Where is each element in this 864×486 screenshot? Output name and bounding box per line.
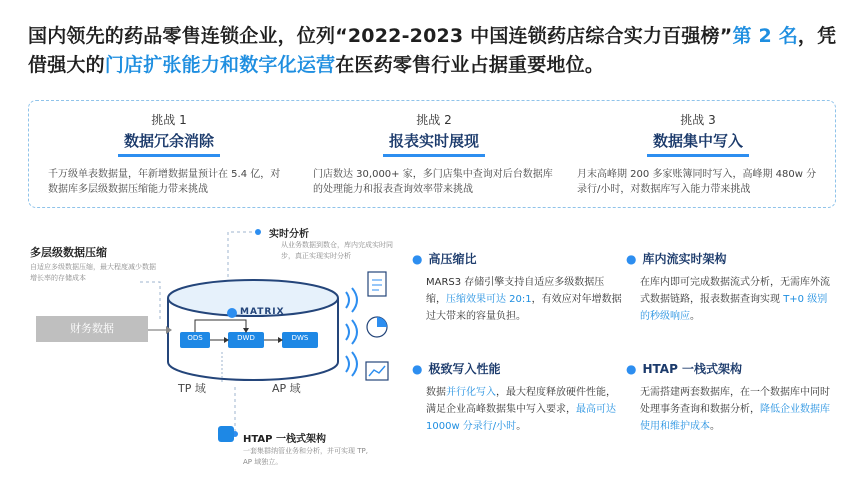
challenge-3	[573, 111, 823, 197]
challenges-panel	[28, 100, 836, 208]
challenge-desc: 千万级单表数据量，年新增数据量预计在 5.4 亿，对数据库多层级数据压缩能力带来挑战	[48, 169, 281, 195]
finance-data-box: 财务数据	[36, 316, 148, 342]
feature-desc: 在库内即可完成数据流式分析，无需库外流式数据链路，报表数据查询实现 T+0 级别的秒级响应。	[640, 277, 830, 322]
headline	[28, 22, 848, 80]
challenge-title: 数据冗余消除	[118, 130, 220, 157]
realtime-title: 实时分析	[269, 229, 309, 240]
signal-icon	[346, 352, 357, 376]
headline-rank: 第 2 名	[732, 25, 798, 47]
challenge-number: 挑战 2	[416, 113, 452, 127]
feature-title: ● HTAP 一栈式架构	[626, 362, 743, 376]
challenge-2	[309, 111, 559, 197]
headline-text: 国内领先的药品零售连锁企业，位列“2022-2023 中国连锁药店综合实力百强榜”	[28, 25, 733, 47]
headline-text-3: 在医药零售行业占据重要地位。	[335, 54, 605, 76]
feature-title: ● 高压缩比	[412, 252, 477, 266]
htap-desc: 一套集群纳管业务和分析，并可实现 TP, AP 域独立。	[243, 447, 368, 466]
challenge-number: 挑战 3	[680, 113, 716, 127]
bullet-icon: ●	[626, 362, 637, 376]
document-icon	[368, 272, 386, 296]
compression-title: 多层级数据压缩	[30, 246, 107, 259]
challenge-number: 挑战 1	[151, 113, 187, 127]
bullet-icon: ●	[412, 362, 423, 376]
matrix-logo: MATRIX	[240, 307, 285, 317]
htap-title: HTAP 一栈式架构	[243, 434, 326, 445]
feature-realtime	[626, 250, 836, 325]
ods-label: ODS	[187, 334, 203, 342]
feature-desc: 数据并行化写入，最大程度释放硬件性能，满足企业高峰数据集中写入要求，最高可达 1000w 分录行/小时。	[426, 387, 616, 432]
challenge-title: 报表实时展现	[383, 130, 485, 157]
feature-title: ● 极致写入性能	[412, 362, 501, 376]
challenge-1	[44, 111, 294, 197]
challenge-title: 数据集中写入	[647, 130, 749, 157]
tp-domain-label: TP 域	[178, 382, 206, 395]
feature-htap	[626, 360, 836, 435]
feature-desc: MARS3 存储引擎支持自适应多级数据压缩，压缩效果可达 20:1，有效应对年增数据过大带来的容量负担。	[426, 277, 622, 322]
connector-dot	[255, 229, 261, 235]
ap-domain-label: AP 域	[272, 382, 301, 395]
feature-desc: 无需搭建两套数据库，在一个数据库中同时处理事务查询和数据分析，降低企业数据库使用和维护成本。	[640, 387, 830, 432]
challenge-desc: 门店数达 30,000+ 家，多门店集中查询对后台数据库的处理能力和报表查询效率带来挑战	[313, 169, 553, 195]
signal-icon	[346, 288, 357, 312]
feature-write	[412, 360, 622, 435]
cluster-icon	[218, 426, 234, 442]
dws-label: DWS	[291, 334, 309, 342]
realtime-desc: 从业务数据到数仓，库内完成实时同步，真正实现实时分析	[281, 241, 393, 260]
headline-text-2: ，凭借强大的	[28, 25, 837, 76]
dwd-label: DWD	[237, 334, 255, 342]
feature-compression	[412, 250, 622, 325]
signal-icon	[346, 320, 357, 344]
challenge-desc: 月末高峰期 200 多家账簿同时写入，高峰期 480w 分录行/小时，对数据库写入能力带来挑战	[577, 169, 817, 195]
bullet-icon: ●	[412, 252, 423, 266]
headline-highlight: 门店扩张能力和数字化运营	[104, 54, 336, 76]
feature-title: ● 库内流实时架构	[626, 252, 727, 266]
compression-desc: 自适应多级数据压缩，最大程度减少数据增长率的存储成本	[30, 263, 156, 282]
matrix-logo-icon	[227, 308, 237, 318]
bullet-icon: ●	[626, 252, 637, 266]
